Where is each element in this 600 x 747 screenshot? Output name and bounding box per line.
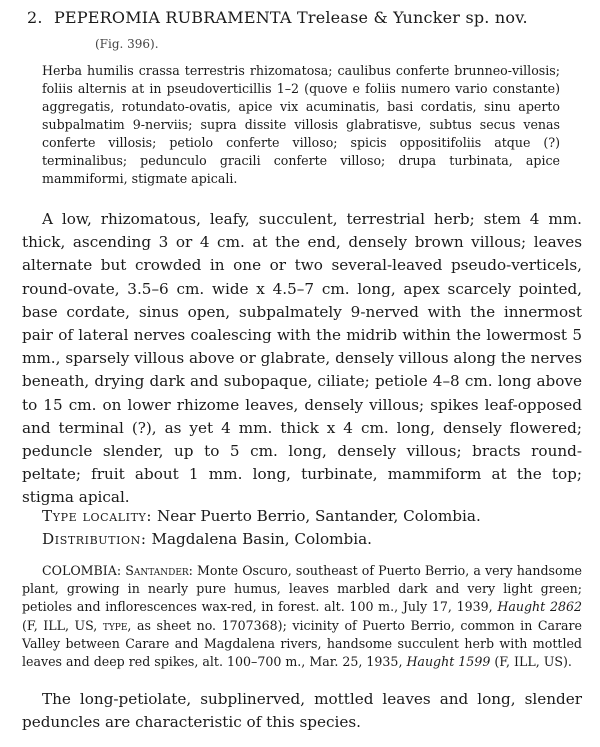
specimen-text: COLOMBIA: Santander: Monte Oscuro, southeast of Puerto Berrio, a very handsome plant, growing in nearly pure humus, leaves marbled dark and very light green; petioles and inflorescences wax-red, in forest. alt. 100 m., July 17, 1939, Haught 2862 (F, ILL, US, type, as sheet no. 1707368); vicinity of Puerto Berrio, common in Carare Valley between Carare and Magdalena rivers, handsome succulent herb with mottled leaves and deep red spikes, alt. 100–700 m., Mar. 25, 1935, Haught 1599 (F, ILL, US). <box>22 563 583 670</box>
species-status: sp. nov. <box>465 8 528 27</box>
type-locality-label: Type locality: <box>42 507 153 525</box>
species-authors: Trelease & Yuncker <box>296 8 461 27</box>
distribution-label: Distribution: <box>42 530 147 548</box>
english-description <box>22 208 582 510</box>
specimen-department: Santander <box>125 563 189 578</box>
species-number: 2. <box>27 8 43 27</box>
figure-reference: (Fig. 396). <box>95 37 159 51</box>
type-locality <box>42 505 582 528</box>
distribution-value: Magdalena Basin, Colombia. <box>151 530 372 548</box>
collector-number-2: Haught 1599 <box>406 654 491 670</box>
collector-number-1: Haught 2862 <box>497 599 582 615</box>
closing-remark <box>22 688 582 734</box>
species-name: PEPEROMIA RUBRAMENTA <box>53 8 292 27</box>
species-heading <box>27 8 528 27</box>
distribution <box>42 528 582 551</box>
type-word: type <box>102 617 128 633</box>
latin-diagnosis: Herba humilis crassa terrestris rhizomatosa; caulibus conferte brunneo-villosis; foliis alternis at in pseudoverticillis 1–2 (quove e foliis numero vario constante) aggregatis, rotundato-ovatis, apice vix acuminatis, basi cordatis, sinu aperto subpalmatim 9-nerviis; supra dissite villosis glabratisve, subtus secus venas conferte villosis; petiolo conferte villoso; spicis oppositifoliis atque (?) terminalibus; pedunculo gracili conferte villoso; drupa turbinata, apice mammiformi, stigmate apicali. <box>42 63 560 186</box>
type-locality-value: Near Puerto Berrio, Santander, Colombia. <box>156 507 481 525</box>
specimen-citations <box>22 562 582 671</box>
description-text: A low, rhizomatous, leafy, succulent, terrestrial herb; stem 4 mm. thick, ascending 3 or 4 cm. at the end, densely brown villous; leaves alternate but crowded in one or two several-leaved pseudo-verticels, round-ovate, 3.5–6 cm. wide x 4.5–7 cm. long, apex scarcely pointed, base cordate, sinus open, subpalmately 9-nerved with the innermost pair of lateral nerves coalescing with the midrib within the lowermost 5 mm., sparsely villous above or glabrate, densely villous along the nerves beneath, drying dark and subopaque, ciliate; petiole 4–8 cm. long above to 15 cm. on lower rhizome leaves, densely villous; spikes leaf-opposed and terminal (?), as yet 4 mm. thick x 4 cm. long, densely flowered; peduncle slender, up to 5 cm. long, densely villous; bracts round-peltate; fruit about 1 mm. long, turbinate, mammiform at the top; stigma apical. <box>22 210 582 507</box>
specimen-country: COLOMBIA <box>42 563 117 578</box>
closing-text: The long-petiolate, subplinerved, mottled leaves and long, slender peduncles are characteristic of this species. <box>22 690 582 731</box>
